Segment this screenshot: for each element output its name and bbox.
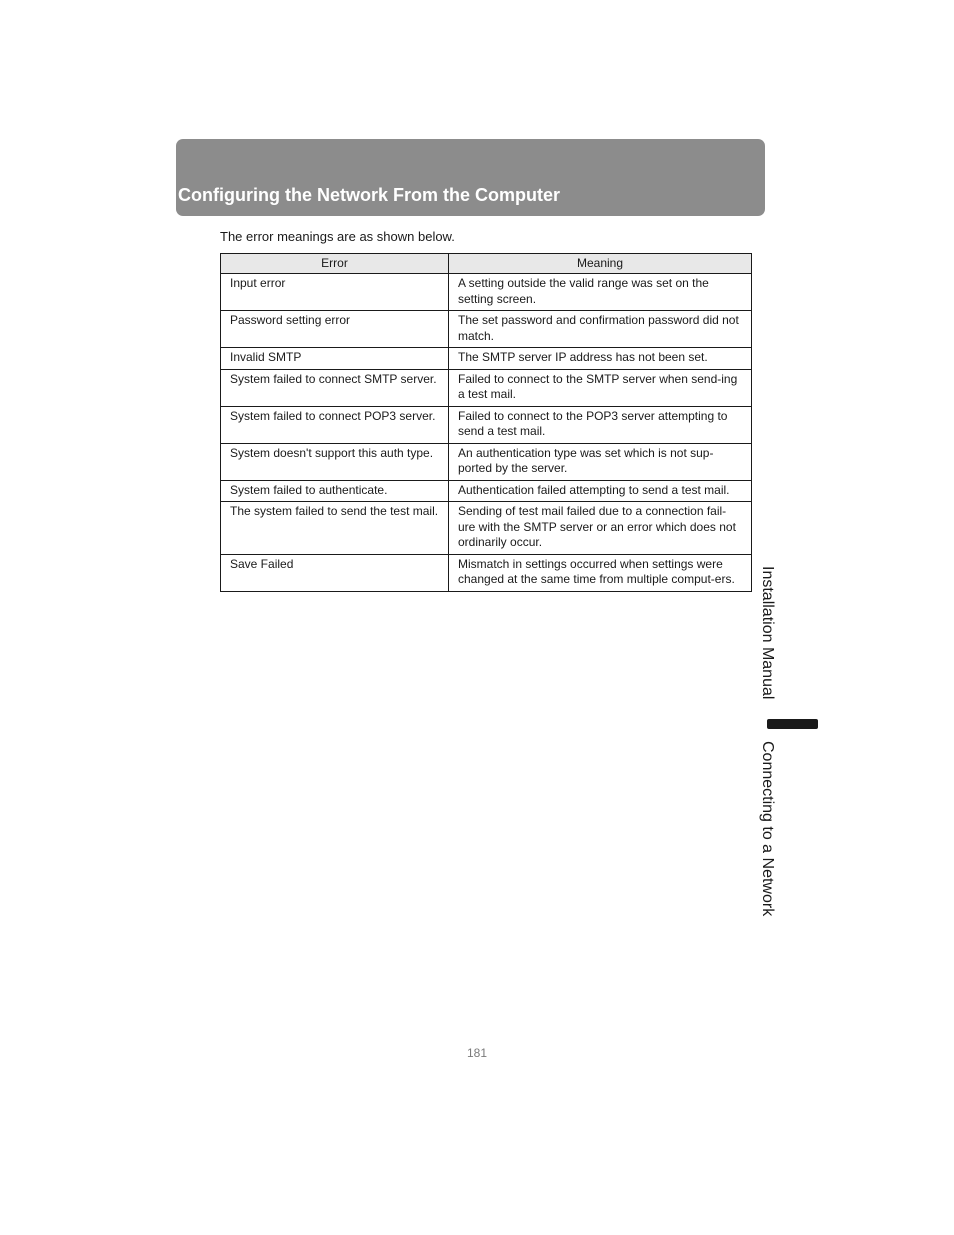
meaning-cell: Failed to connect to the SMTP server when send-ing a test mail. [449, 369, 752, 406]
error-cell: The system failed to send the test mail. [221, 502, 449, 555]
page-number: 181 [466, 1046, 488, 1060]
meaning-cell: A setting outside the valid range was set on the setting screen. [449, 274, 752, 311]
table-row [221, 274, 752, 311]
column-header-error: Error [221, 254, 449, 274]
table-row [221, 406, 752, 443]
meaning-cell: An authentication type was set which is not sup-ported by the server. [449, 443, 752, 480]
table-row [221, 369, 752, 406]
table-row [221, 443, 752, 480]
meaning-cell: Failed to connect to the POP3 server attempting to send a test mail. [449, 406, 752, 443]
table-row [221, 311, 752, 348]
error-cell: System failed to connect SMTP server. [221, 369, 449, 406]
column-header-meaning: Meaning [449, 254, 752, 274]
manual-label: Installation Manual [759, 566, 776, 700]
error-cell: Save Failed [221, 554, 449, 591]
error-cell: Input error [221, 274, 449, 311]
error-cell: System failed to authenticate. [221, 480, 449, 502]
error-table [220, 253, 752, 592]
intro-text: The error meanings are as shown below. [220, 229, 455, 244]
page-title: Configuring the Network From the Computer [178, 185, 560, 205]
section-label: Connecting to a Network [759, 741, 776, 917]
error-cell: Password setting error [221, 311, 449, 348]
meaning-cell: Sending of test mail failed due to a connection fail-ure with the SMTP server or an error which does not ordinarily occur. [449, 502, 752, 555]
error-cell: System doesn't support this auth type. [221, 443, 449, 480]
table-header-row [221, 254, 752, 274]
table-row [221, 502, 752, 555]
error-cell: System failed to connect POP3 server. [221, 406, 449, 443]
meaning-cell: The set password and confirmation password did not match. [449, 311, 752, 348]
table-row [221, 348, 752, 370]
meaning-cell: Authentication failed attempting to send a test mail. [449, 480, 752, 502]
table-row [221, 480, 752, 502]
meaning-cell: Mismatch in settings occurred when settings were changed at the same time from multiple comput-ers. [449, 554, 752, 591]
table-row [221, 554, 752, 591]
error-cell: Invalid SMTP [221, 348, 449, 370]
section-divider-bar [767, 719, 818, 729]
meaning-cell: The SMTP server IP address has not been set. [449, 348, 752, 370]
